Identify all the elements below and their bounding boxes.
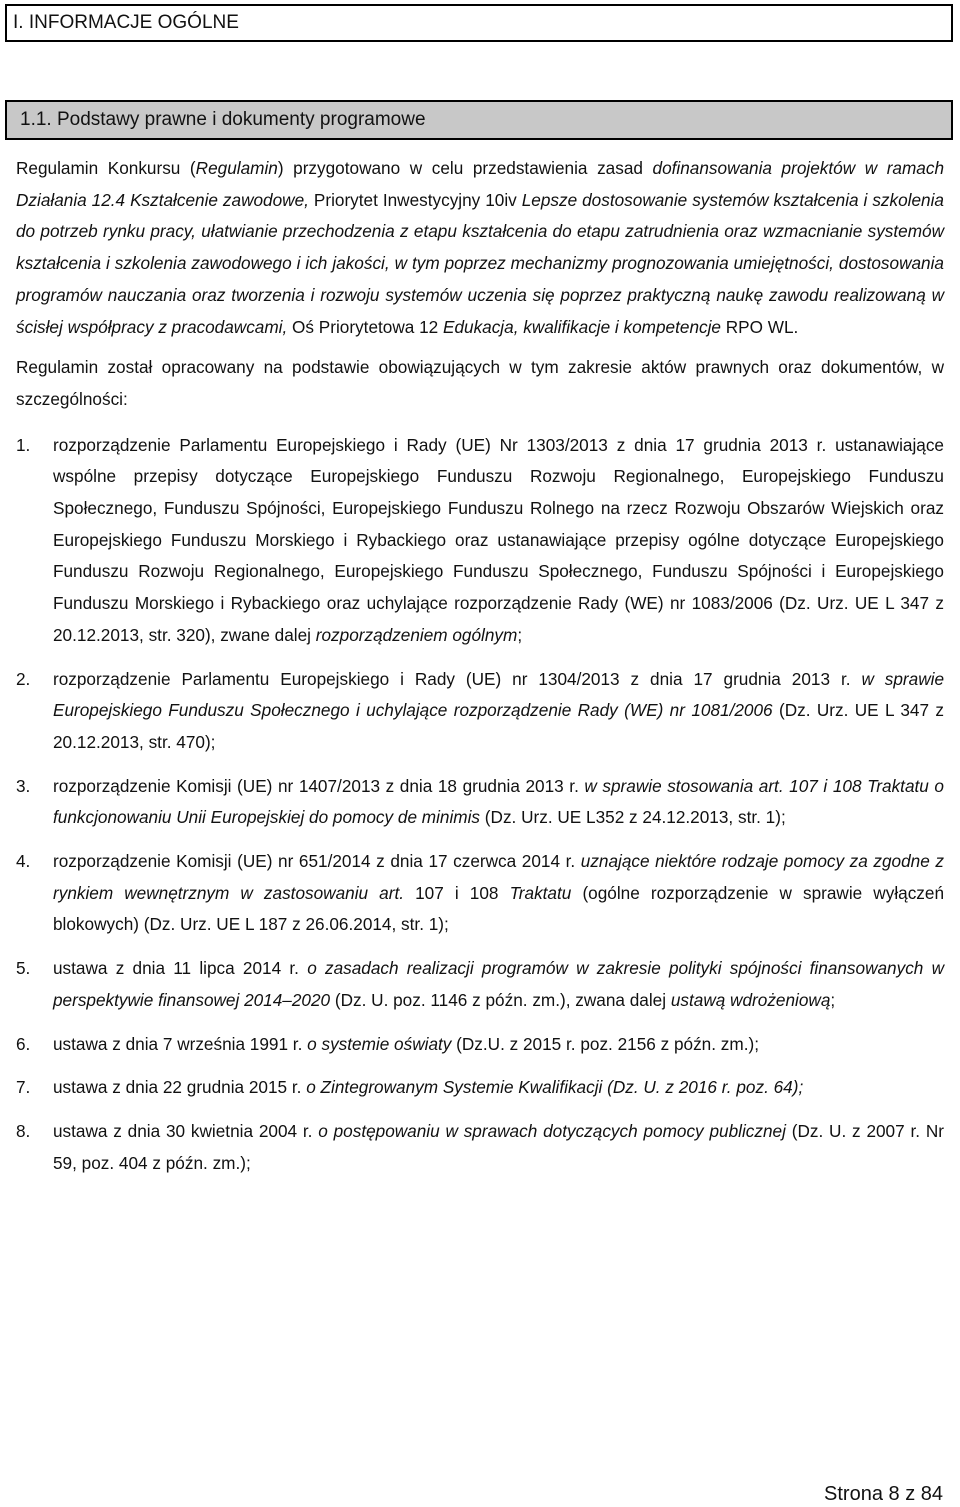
list-item-text: (Dz. Urz. UE L 347 z 20.12.2013, str. 470);	[53, 700, 944, 752]
list-item-text: ustawa z dnia 7 września 1991 r.	[53, 1033, 308, 1054]
list-item-text: ustawa z dnia 22 grudnia 2015 r.	[53, 1077, 307, 1098]
list-item-number: 4.	[16, 851, 31, 872]
list-item-number: 2.	[16, 668, 31, 689]
intro-text-8: Edukacja, kwalifikacje i kompetencje	[442, 316, 721, 337]
list-item-text: ;	[517, 624, 523, 645]
list-item	[16, 771, 944, 834]
list-item-text: (Dz. Urz. UE L352 z 24.12.2013, str. 1);	[480, 807, 786, 828]
list-item-italic: o postępowaniu w sprawach dotyczących pomocy publicznej	[318, 1120, 786, 1141]
intro-paragraph	[16, 153, 944, 343]
list-item-text: (Dz. U. z 2007 r. Nr 59, poz. 404 z późn. zm.);	[53, 1120, 944, 1173]
list-item-italic: Traktatu	[509, 882, 572, 903]
intro-text-1: Regulamin Konkursu (	[16, 158, 196, 178]
list-item-text: ustawa z dnia 30 kwietnia 2004 r.	[53, 1120, 319, 1141]
intro-text-4: dofinansowania projektów w ramach Działania 12.4 Kształcenie zawodowe,	[16, 158, 945, 210]
list-item-number: 5.	[16, 958, 31, 979]
list-item	[16, 1029, 944, 1061]
list-item-text: (ogólne rozporządzenie w sprawie wyłączeń blokowych) (Dz. Urz. UE L 187 z 26.06.2014, str. 1);	[53, 882, 944, 935]
list-item-number: 1.	[16, 434, 31, 455]
section-title: I. INFORMACJE OGÓLNE	[5, 4, 953, 42]
list-item-italic: ustawą wdrożeniową	[670, 989, 831, 1010]
document-body	[16, 153, 944, 1191]
list-item-text: 107 i 108	[404, 882, 510, 903]
list-item-number: 6.	[16, 1033, 31, 1054]
intro-text-6: Lepsze dostosowanie systemów kształcenia i szkolenia do potrzeb rynku pracy, ułatwianie przechodzenia z etapu kształcenia do etapu zatrudnienia oraz wzmacnianie systemów kształcenia i szkolenia zawodowego i ich jakości, w tym poprzez mechanizmy prognozowania umiejętności, dostosowania programów nauczania oraz tworzenia i rozwoju systemów uczenia się poprzez praktyczną naukę zawodu realizowaną w ścisłej współpracy z pracodawcami,	[16, 189, 944, 337]
list-item-italic: o Zintegrowanym Systemie Kwalifikacji (Dz. U. z 2016 r. poz. 64);	[306, 1077, 804, 1098]
list-item	[16, 664, 944, 759]
list-item-text: (Dz. U. poz. 1146 z późn. zm.), zwana dalej	[330, 989, 671, 1010]
list-item	[16, 1116, 944, 1179]
intro-text-5: Priorytet Inwestycyjny 10iv	[308, 189, 522, 210]
list-item	[16, 846, 944, 941]
list-item-text: ;	[830, 989, 836, 1010]
intro-text-2: Regulamin	[195, 158, 278, 178]
list-item-number: 3.	[16, 775, 31, 796]
list-item-number: 7.	[16, 1077, 31, 1098]
list-item-text: rozporządzenie Komisji (UE) nr 651/2014 z dnia 17 czerwca 2014 r.	[53, 851, 581, 872]
list-item-italic: uznające niektóre rodzaje pomocy za zgodne z rynkiem wewnętrznym w zastosowaniu art.	[53, 851, 944, 903]
list-item-text: rozporządzenie Parlamentu Europejskiego i Rady (UE) Nr 1303/2013 z dnia 17 grudnia 2013 r. ustanawiające wspólne przepisy dotyczące Europejskiego Funduszu Rozwoju Regionalnego, Europejskiego Funduszu Społecznego, Funduszu Spójności, Europejskiego Funduszu Rolnego na rzecz Rozwoju Obszarów Wiejskich oraz Europejskiego Funduszu Morskiego i Rybackiego oraz ustanawiające przepisy ogólne dotyczące Europejskiego Funduszu Rozwoju Regionalnego, Europejskiego Funduszu Społecznego, Funduszu Spójności i Europejskiego Funduszu Morskiego i Rybackiego oraz uchylające rozporządzenie Rady (WE) nr 1083/2006 (Dz. Urz. UE L 347 z 20.12.2013, str. 320), zwane dalej	[53, 434, 944, 645]
list-item-text: ustawa z dnia 11 lipca 2014 r.	[53, 958, 308, 979]
intro-text-3: ) przygotowano w celu przedstawienia zasad	[277, 158, 653, 178]
list-item	[16, 430, 944, 652]
intro-text-7: Oś Priorytetowa 12	[287, 316, 443, 337]
list-item	[16, 1072, 944, 1104]
list-item-number: 8.	[16, 1120, 31, 1141]
list-item-italic: rozporządzeniem ogólnym	[315, 624, 518, 645]
list-item-italic: o systemie oświaty	[307, 1033, 452, 1054]
page-number-footer: Strona 8 z 84	[824, 1483, 943, 1505]
list-item-text: rozporządzenie Komisji (UE) nr 1407/2013 z dnia 18 grudnia 2013 r.	[53, 775, 585, 796]
list-item-italic: o zasadach realizacji programów w zakresie polityki spójności finansowanych w perspektywie finansowej 2014–2020	[53, 958, 944, 1010]
legal-acts-list	[16, 430, 944, 1180]
list-item-text: (Dz.U. z 2015 r. poz. 2156 z późn. zm.);	[451, 1033, 759, 1054]
intro-text-9: RPO WL.	[720, 316, 799, 337]
list-item-italic: w sprawie Europejskiego Funduszu Społecznego i uchylające rozporządzenie Rady (WE) nr 1081/2006	[53, 668, 945, 721]
basis-paragraph: Regulamin został opracowany na podstawie obowiązujących w tym zakresie aktów prawnych oraz dokumentów, w szczególności:	[16, 357, 944, 409]
list-item-text: rozporządzenie Parlamentu Europejskiego i Rady (UE) nr 1304/2013 z dnia 17 grudnia 2013 r.	[53, 668, 862, 689]
list-item	[16, 953, 944, 1016]
subsection-title: 1.1. Podstawy prawne i dokumenty programowe	[5, 100, 953, 140]
list-item-italic: w sprawie stosowania art. 107 i 108 Traktatu o funkcjonowaniu Unii Europejskiej do pomocy de minimis	[53, 775, 944, 828]
